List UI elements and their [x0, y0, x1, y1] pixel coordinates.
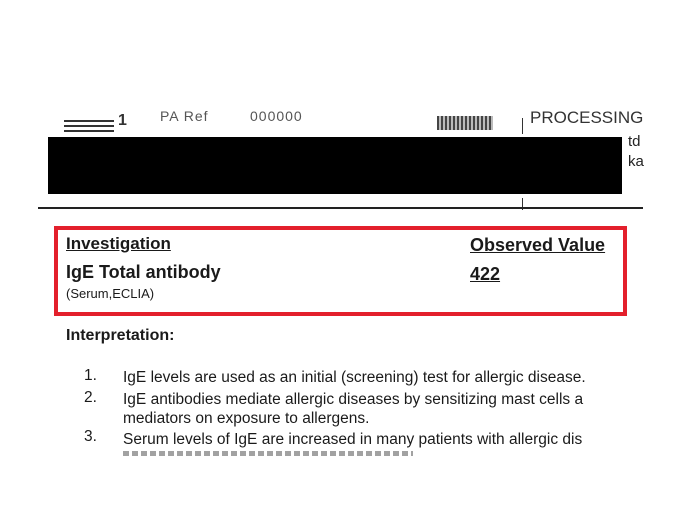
list-item-text: IgE antibodies mediate allergic diseases by sensitizing mast cells a	[123, 391, 584, 408]
header-divider	[522, 118, 523, 134]
list-item-number: 1.	[84, 367, 97, 384]
header-horizontal-rule	[38, 207, 643, 209]
list-item-text: Serum levels of IgE are increased in many patients with allergic dis	[123, 431, 583, 448]
list-item-number: 2.	[84, 389, 97, 406]
header-right-text-a: td	[628, 133, 641, 150]
list-item-number: 3.	[84, 428, 97, 445]
header-right-text-b: ka	[628, 153, 644, 170]
redaction-block	[48, 137, 622, 194]
list-item-text: IgE levels are used as an initial (screening) test for allergic disease.	[123, 369, 586, 386]
test-name: IgE Total antibody	[66, 262, 221, 282]
barcode-stamp	[437, 116, 493, 130]
cropped-text-line	[123, 451, 413, 456]
header-rule-lines	[64, 120, 114, 135]
test-method: (Serum,ECLIA)	[66, 286, 155, 301]
header-faint-number: 000000	[250, 108, 303, 124]
observed-value-heading: Observed Value	[470, 235, 606, 255]
investigation-heading: Investigation	[66, 234, 171, 253]
header-faint-label: PA Ref	[160, 108, 209, 124]
list-item-text-continued: mediators on exposure to allergens.	[123, 410, 370, 427]
header-right-title: PROCESSING	[530, 108, 644, 127]
header-digit: 1	[118, 112, 127, 129]
interpretation-title: Interpretation:	[66, 327, 175, 344]
test-value: 422	[470, 264, 501, 284]
